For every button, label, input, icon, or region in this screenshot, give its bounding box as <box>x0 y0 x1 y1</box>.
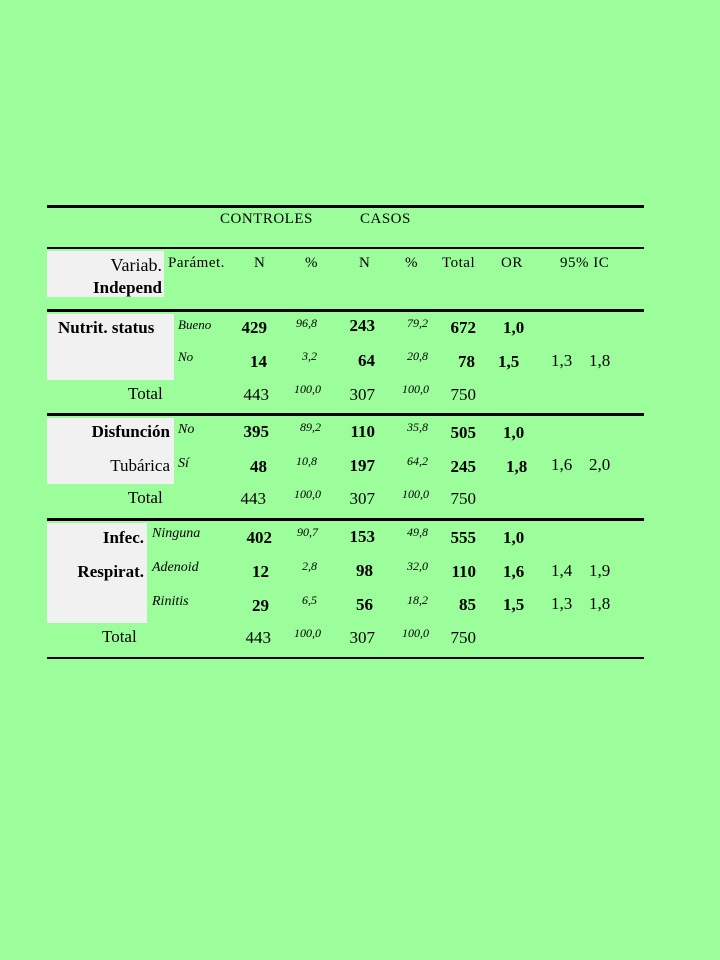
infec-label-line2: Respirat. <box>77 562 144 581</box>
infec-row-ic-low: 1,3 <box>551 594 573 613</box>
total-header: Total <box>442 255 476 271</box>
disf-row-or: 1,0 <box>503 423 525 442</box>
infec-row-total: 110 <box>451 562 476 581</box>
infec-row-pct-controles: 6,5 <box>302 593 317 607</box>
nutrit-row-or: 1,0 <box>503 318 525 337</box>
disf-row-total: 505 <box>450 423 476 442</box>
infec-row-param: Ninguna <box>152 526 201 541</box>
section-rule-nutrit <box>47 309 644 312</box>
disf-total-n-controles: 443 <box>240 489 266 508</box>
disf-total-n-casos: 307 <box>349 489 375 508</box>
disf-row-or: 1,8 <box>506 457 528 476</box>
disf-row-total: 245 <box>450 457 476 476</box>
infec-row-n-casos: 56 <box>356 595 373 614</box>
infec-total-pct-controles: 100,0 <box>294 626 321 640</box>
infec-row-pct-controles: 90,7 <box>297 525 318 539</box>
infec-row-pct-casos: 18,2 <box>407 593 428 607</box>
nutrit-row-ic-high: 1,8 <box>589 351 611 370</box>
section-rule-infec <box>47 518 644 521</box>
disf-row-param: No <box>178 422 195 437</box>
controles-header: CONTROLES <box>220 211 313 227</box>
infec-label-line1: Infec. <box>102 528 144 547</box>
nutrit-total-pct-controles: 100,0 <box>294 382 321 396</box>
infec-row-n-controles: 402 <box>246 528 272 547</box>
disf-total-pct-casos: 100,0 <box>402 487 429 501</box>
disf-row-ic-low: 1,6 <box>551 455 573 474</box>
n-controles-header: N <box>254 255 266 271</box>
variab-header: Variab. <box>110 255 162 275</box>
nutrit-total-n-casos: 307 <box>349 385 375 404</box>
nutrit-row-pct-casos: 20,8 <box>407 349 428 363</box>
nutrit-row-pct-casos: 79,2 <box>407 316 428 330</box>
nutrit-total-label: Total <box>128 384 163 403</box>
disf-total-label: Total <box>128 488 163 507</box>
pct-casos-header: % <box>405 255 418 271</box>
nutrit-row-n-casos: 64 <box>358 351 375 370</box>
disf-row-param: Sí <box>178 456 189 471</box>
nutrit-row-param: No <box>178 349 194 364</box>
infec-row-n-controles: 29 <box>252 596 269 615</box>
or-header: OR <box>501 255 523 271</box>
infec-total-label: Total <box>102 627 137 646</box>
disf-total-total: 750 <box>450 489 476 508</box>
nutrit-row-pct-controles: 3,2 <box>302 349 317 363</box>
nutrit-row-ic-low: 1,3 <box>551 351 573 370</box>
disf-row-pct-controles: 10,8 <box>296 454 317 468</box>
nutrit-total-total: 750 <box>450 385 476 404</box>
disf-total-pct-controles: 100,0 <box>294 487 321 501</box>
independ-header: Independ <box>93 278 162 297</box>
nutrit-row-pct-controles: 96,8 <box>296 316 317 330</box>
infec-total-n-casos: 307 <box>349 628 375 647</box>
disf-row-pct-casos: 35,8 <box>407 420 428 434</box>
nutrit-row-or: 1,5 <box>498 352 520 371</box>
pct-controles-header: % <box>305 255 318 271</box>
disf-label-line2: Tubárica <box>110 456 170 475</box>
infec-total-pct-casos: 100,0 <box>402 626 429 640</box>
infec-row-ic-low: 1,4 <box>551 561 573 580</box>
bottom-rule <box>47 657 644 659</box>
infec-total-total: 750 <box>450 628 476 647</box>
disf-label-line1: Disfunción <box>91 422 170 441</box>
infec-row-or: 1,6 <box>503 562 525 581</box>
casos-header: CASOS <box>360 211 411 227</box>
nutrit-row-n-controles: 429 <box>241 318 267 337</box>
infec-row-total: 555 <box>450 528 476 547</box>
nutrit-row-n-casos: 243 <box>349 316 375 335</box>
nutrit-row-total: 78 <box>458 352 475 371</box>
infec-row-pct-casos: 32,0 <box>407 559 428 573</box>
nutrit-row-n-controles: 14 <box>250 352 267 371</box>
disf-row-n-controles: 395 <box>243 422 269 441</box>
disf-row-n-controles: 48 <box>250 457 267 476</box>
header-rule <box>47 247 644 249</box>
nutrit-total-n-controles: 443 <box>243 385 269 404</box>
nutrit-label: Nutrit. status <box>58 318 155 337</box>
infec-row-total: 85 <box>459 595 476 614</box>
infec-row-or: 1,0 <box>503 528 525 547</box>
infec-row-n-controles: 12 <box>252 562 269 581</box>
disf-row-n-casos: 197 <box>349 456 375 475</box>
infec-row-param: Adenoid <box>152 560 199 575</box>
infec-row-or: 1,5 <box>503 595 525 614</box>
infec-row-pct-casos: 49,8 <box>407 525 428 539</box>
disf-row-ic-high: 2,0 <box>589 455 611 474</box>
infec-row-n-casos: 98 <box>356 561 373 580</box>
infec-row-ic-high: 1,8 <box>589 594 611 613</box>
infec-row-param: Rinitis <box>152 594 189 609</box>
param-header: Parámet. <box>168 255 225 271</box>
section-rule-disf <box>47 413 644 416</box>
ic-header: 95% IC <box>560 255 610 271</box>
infec-total-n-controles: 443 <box>245 628 271 647</box>
n-casos-header: N <box>359 255 371 271</box>
nutrit-row-total: 672 <box>450 318 476 337</box>
top-rule <box>47 205 644 208</box>
disf-row-pct-casos: 64,2 <box>407 454 428 468</box>
disf-row-pct-controles: 89,2 <box>300 420 321 434</box>
infec-row-ic-high: 1,9 <box>589 561 611 580</box>
nutrit-total-pct-casos: 100,0 <box>402 382 429 396</box>
infec-row-pct-controles: 2,8 <box>302 559 317 573</box>
infec-row-n-casos: 153 <box>349 527 375 546</box>
disf-row-n-casos: 110 <box>350 422 375 441</box>
nutrit-row-param: Bueno <box>178 317 212 332</box>
